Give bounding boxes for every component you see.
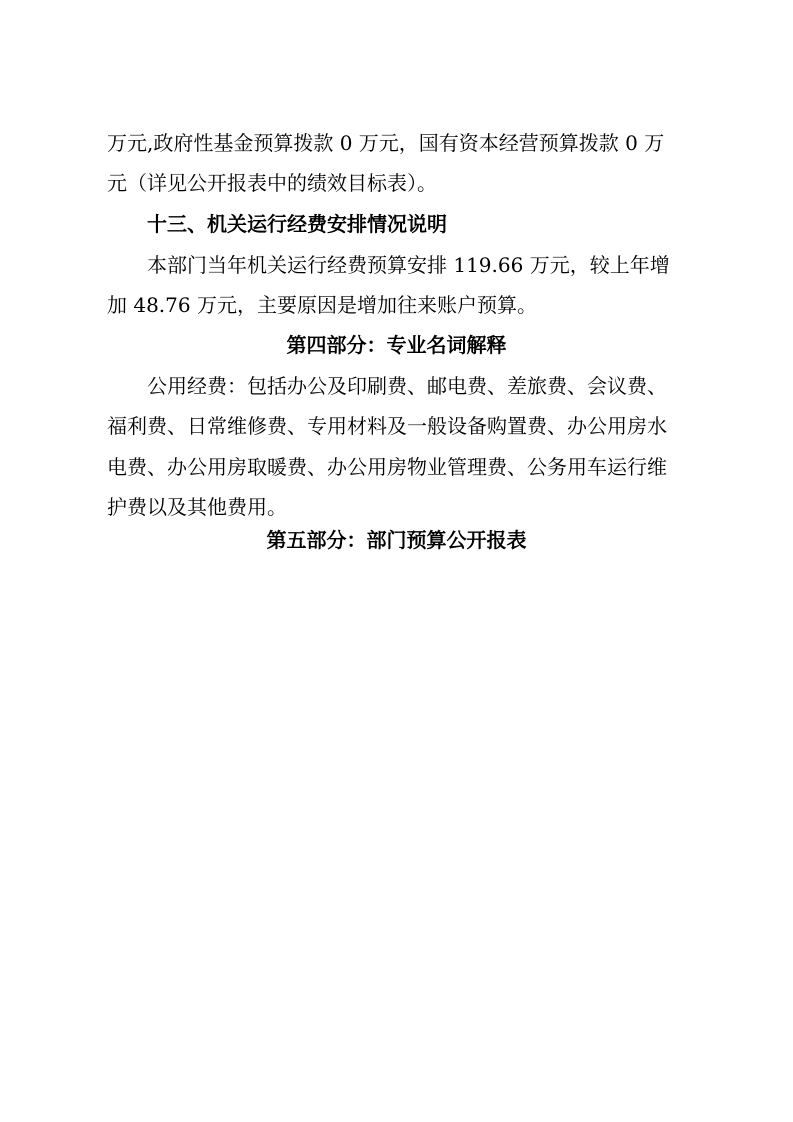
part-4-heading: 第四部分：专业名词解释 [286, 333, 507, 357]
budget-tail-line-1: 万元,政府性基金预算拨款 0 万元，国有资本经营预算拨款 0 万 [107, 131, 665, 155]
section-13-heading: 十三、机关运行经费安排情况说明 [147, 212, 447, 236]
part-4-line-4: 护费以及其他费用。 [107, 495, 287, 519]
part-4-line-1: 公用经费：包括办公及印刷费、邮电费、差旅费、会议费、 [147, 374, 667, 398]
part-5-heading: 第五部分：部门预算公开报表 [266, 528, 527, 552]
part-4-line-2: 福利费、日常维修费、专用材料及一般设备购置费、办公用房水 [107, 414, 667, 438]
budget-tail-line-2: 元（详见公开报表中的绩效目标表）。 [107, 171, 437, 195]
section-13-line-2: 加 48.76 万元，主要原因是增加往来账户预算。 [107, 293, 537, 317]
section-13-line-1: 本部门当年机关运行经费预算安排 119.66 万元，较上年增 [147, 253, 670, 277]
part-4-line-3: 电费、办公用房取暖费、办公用房物业管理费、公务用车运行维 [107, 455, 667, 479]
